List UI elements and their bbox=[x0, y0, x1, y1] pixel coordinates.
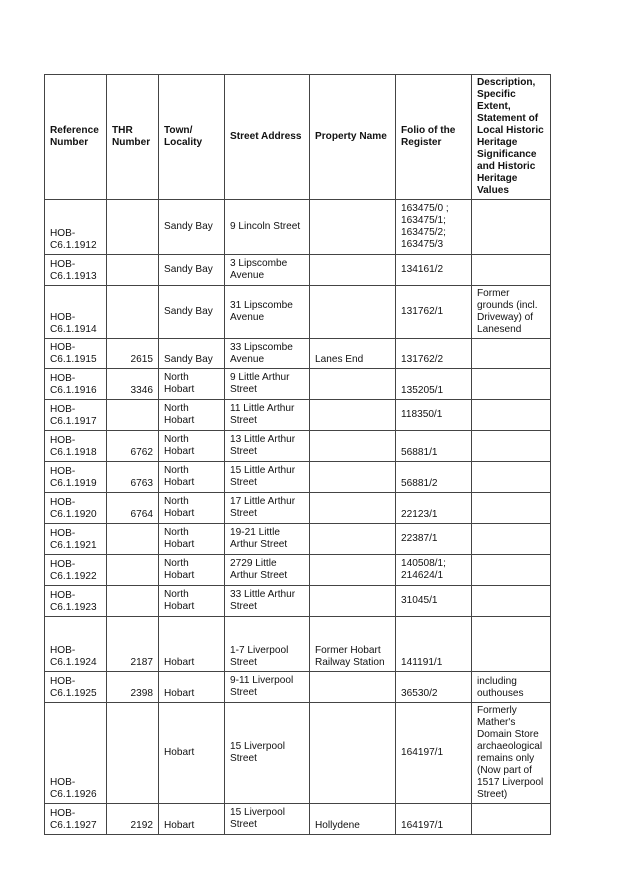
table-row bbox=[45, 400, 551, 431]
cell-property bbox=[310, 286, 396, 339]
cell-thr: 3346 bbox=[107, 369, 159, 400]
cell-reference: HOB-C6.1.1914 bbox=[45, 286, 107, 339]
cell-town: North Hobart bbox=[159, 524, 225, 555]
cell-street: 17 Little Arthur Street bbox=[225, 493, 310, 524]
cell-folio: 36530/2 bbox=[396, 672, 472, 703]
table-row bbox=[45, 804, 551, 835]
cell-thr bbox=[107, 255, 159, 286]
table-row bbox=[45, 286, 551, 339]
cell-property bbox=[310, 555, 396, 586]
table-row bbox=[45, 493, 551, 524]
cell-reference: HOB-C6.1.1917 bbox=[45, 400, 107, 431]
cell-thr: 6764 bbox=[107, 493, 159, 524]
cell-folio: 163475/0 ; 163475/1; 163475/2; 163475/3 bbox=[396, 200, 472, 255]
cell-reference: HOB-C6.1.1924 bbox=[45, 617, 107, 672]
cell-property: Lanes End bbox=[310, 339, 396, 369]
cell-thr bbox=[107, 586, 159, 617]
cell-reference: HOB-C6.1.1912 bbox=[45, 200, 107, 255]
cell-description bbox=[472, 339, 551, 369]
cell-property bbox=[310, 493, 396, 524]
cell-folio: 118350/1 bbox=[396, 400, 472, 431]
cell-town: North Hobart bbox=[159, 586, 225, 617]
cell-folio: 140508/1; 214624/1 bbox=[396, 555, 472, 586]
table-row bbox=[45, 586, 551, 617]
cell-description bbox=[472, 200, 551, 255]
table-row bbox=[45, 462, 551, 493]
cell-property: Hollydene bbox=[310, 804, 396, 835]
header-folio: Folio of the Register bbox=[396, 75, 472, 200]
cell-thr: 2398 bbox=[107, 672, 159, 703]
cell-reference: HOB-C6.1.1926 bbox=[45, 703, 107, 804]
cell-street: 1-7 Liverpool Street bbox=[225, 617, 310, 672]
cell-town: North Hobart bbox=[159, 369, 225, 400]
cell-town: North Hobart bbox=[159, 400, 225, 431]
cell-street: 15 Liverpool Street bbox=[225, 804, 310, 835]
cell-town: Sandy Bay bbox=[159, 286, 225, 339]
table-row bbox=[45, 255, 551, 286]
cell-property bbox=[310, 255, 396, 286]
cell-folio: 56881/1 bbox=[396, 431, 472, 462]
cell-folio: 22387/1 bbox=[396, 524, 472, 555]
cell-description bbox=[472, 524, 551, 555]
cell-property bbox=[310, 672, 396, 703]
cell-description: Formerly Mather's Domain Store archaeological remains only (Now part of 1517 Liverpool Street) bbox=[472, 703, 551, 804]
header-reference-number: Reference Number bbox=[45, 75, 107, 200]
cell-description: including outhouses bbox=[472, 672, 551, 703]
table-row bbox=[45, 200, 551, 255]
cell-town: Hobart bbox=[159, 703, 225, 804]
cell-property bbox=[310, 462, 396, 493]
cell-town: Hobart bbox=[159, 672, 225, 703]
cell-town: Hobart bbox=[159, 804, 225, 835]
header-description: Description, Specific Extent, Statement of Local Historic Heritage Significance and Historic Heritage Values bbox=[472, 75, 551, 200]
cell-folio: 131762/1 bbox=[396, 286, 472, 339]
cell-street: 9 Little Arthur Street bbox=[225, 369, 310, 400]
cell-street: 33 Lipscombe Avenue bbox=[225, 339, 310, 369]
cell-property bbox=[310, 400, 396, 431]
cell-property bbox=[310, 703, 396, 804]
table-row bbox=[45, 339, 551, 369]
cell-reference: HOB-C6.1.1915 bbox=[45, 339, 107, 369]
cell-property bbox=[310, 200, 396, 255]
header-property-name: Property Name bbox=[310, 75, 396, 200]
cell-thr: 6762 bbox=[107, 431, 159, 462]
cell-reference: HOB-C6.1.1927 bbox=[45, 804, 107, 835]
cell-street: 15 Little Arthur Street bbox=[225, 462, 310, 493]
cell-description bbox=[472, 462, 551, 493]
cell-folio: 31045/1 bbox=[396, 586, 472, 617]
cell-thr bbox=[107, 200, 159, 255]
heritage-register-table bbox=[44, 74, 551, 835]
cell-reference: HOB-C6.1.1913 bbox=[45, 255, 107, 286]
cell-street: 9-11 Liverpool Street bbox=[225, 672, 310, 703]
header-thr-number: THR Number bbox=[107, 75, 159, 200]
cell-description bbox=[472, 493, 551, 524]
cell-street: 33 Little Arthur Street bbox=[225, 586, 310, 617]
table-row bbox=[45, 555, 551, 586]
cell-street: 15 Liverpool Street bbox=[225, 703, 310, 804]
cell-reference: HOB-C6.1.1925 bbox=[45, 672, 107, 703]
cell-street: 19-21 Little Arthur Street bbox=[225, 524, 310, 555]
cell-property bbox=[310, 369, 396, 400]
cell-description bbox=[472, 400, 551, 431]
cell-property bbox=[310, 524, 396, 555]
cell-folio: 134161/2 bbox=[396, 255, 472, 286]
cell-folio: 131762/2 bbox=[396, 339, 472, 369]
cell-description bbox=[472, 586, 551, 617]
cell-thr: 2615 bbox=[107, 339, 159, 369]
cell-folio: 56881/2 bbox=[396, 462, 472, 493]
table-row bbox=[45, 703, 551, 804]
cell-reference: HOB-C6.1.1923 bbox=[45, 586, 107, 617]
cell-folio: 22123/1 bbox=[396, 493, 472, 524]
header-street-address: Street Address bbox=[225, 75, 310, 200]
cell-street: 2729 Little Arthur Street bbox=[225, 555, 310, 586]
cell-description bbox=[472, 617, 551, 672]
cell-property: Former Hobart Railway Station bbox=[310, 617, 396, 672]
table-row bbox=[45, 672, 551, 703]
cell-street: 9 Lincoln Street bbox=[225, 200, 310, 255]
table-row bbox=[45, 524, 551, 555]
cell-thr: 2192 bbox=[107, 804, 159, 835]
table-row bbox=[45, 369, 551, 400]
cell-description: Former grounds (incl. Driveway) of Lanesend bbox=[472, 286, 551, 339]
cell-reference: HOB-C6.1.1921 bbox=[45, 524, 107, 555]
cell-thr bbox=[107, 524, 159, 555]
cell-thr: 2187 bbox=[107, 617, 159, 672]
cell-description bbox=[472, 804, 551, 835]
cell-town: North Hobart bbox=[159, 431, 225, 462]
cell-property bbox=[310, 586, 396, 617]
cell-reference: HOB-C6.1.1919 bbox=[45, 462, 107, 493]
table-row bbox=[45, 617, 551, 672]
cell-folio: 164197/1 bbox=[396, 804, 472, 835]
cell-folio: 164197/1 bbox=[396, 703, 472, 804]
cell-folio: 135205/1 bbox=[396, 369, 472, 400]
header-town-locality: Town/ Locality bbox=[159, 75, 225, 200]
cell-reference: HOB-C6.1.1918 bbox=[45, 431, 107, 462]
cell-town: North Hobart bbox=[159, 462, 225, 493]
cell-description bbox=[472, 431, 551, 462]
cell-town: North Hobart bbox=[159, 555, 225, 586]
cell-street: 11 Little Arthur Street bbox=[225, 400, 310, 431]
cell-town: North Hobart bbox=[159, 493, 225, 524]
cell-description bbox=[472, 255, 551, 286]
cell-street: 3 Lipscombe Avenue bbox=[225, 255, 310, 286]
cell-thr bbox=[107, 555, 159, 586]
cell-reference: HOB-C6.1.1916 bbox=[45, 369, 107, 400]
table-row bbox=[45, 431, 551, 462]
cell-description bbox=[472, 369, 551, 400]
cell-town: Hobart bbox=[159, 617, 225, 672]
cell-property bbox=[310, 431, 396, 462]
cell-thr bbox=[107, 400, 159, 431]
table-header-row bbox=[45, 75, 551, 200]
cell-thr: 6763 bbox=[107, 462, 159, 493]
cell-town: Sandy Bay bbox=[159, 339, 225, 369]
cell-reference: HOB-C6.1.1922 bbox=[45, 555, 107, 586]
cell-description bbox=[472, 555, 551, 586]
cell-reference: HOB-C6.1.1920 bbox=[45, 493, 107, 524]
cell-town: Sandy Bay bbox=[159, 255, 225, 286]
cell-street: 31 Lipscombe Avenue bbox=[225, 286, 310, 339]
cell-thr bbox=[107, 286, 159, 339]
cell-thr bbox=[107, 703, 159, 804]
cell-folio: 141191/1 bbox=[396, 617, 472, 672]
cell-town: Sandy Bay bbox=[159, 200, 225, 255]
cell-street: 13 Little Arthur Street bbox=[225, 431, 310, 462]
